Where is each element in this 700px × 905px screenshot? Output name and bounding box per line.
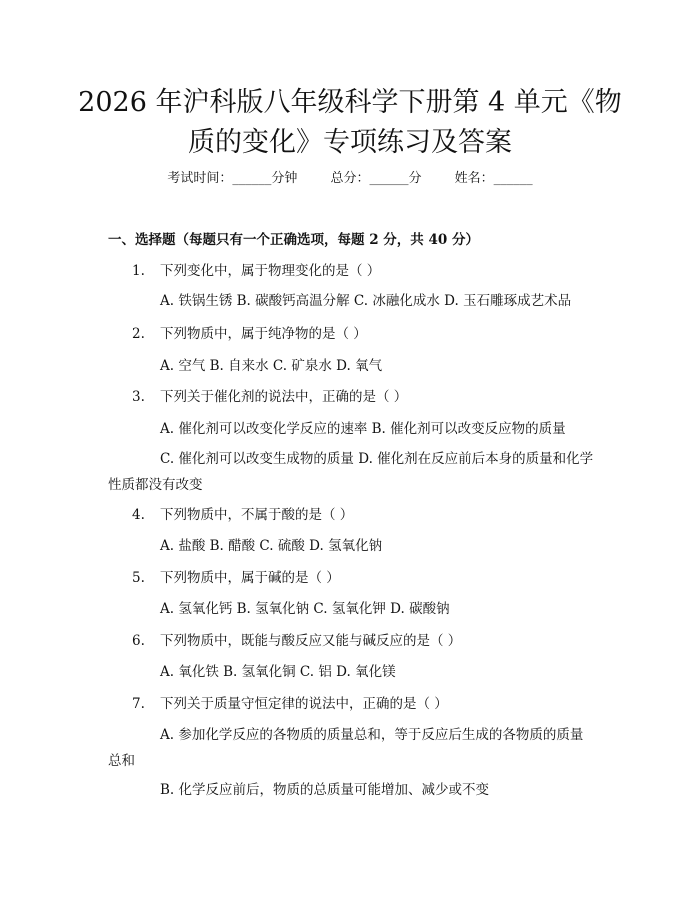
question-5-options: A. 氢氧化钙 B. 氢氧化钠 C. 氢氧化钾 D. 碳酸钠 [160, 601, 450, 617]
student-name-label: 姓名：______ [454, 171, 533, 186]
question-5-text: 下列物质中，属于碱的是（ ） [160, 570, 340, 586]
question-1-text: 下列变化中，属于物理变化的是（ ） [160, 263, 381, 279]
question-6-text: 下列物质中，既能与酸反应又能与碱反应的是（ ） [160, 633, 462, 649]
document-title [70, 83, 630, 163]
question-4-text: 下列物质中，不属于酸的是（ ） [160, 507, 354, 523]
question-7-number: 7. [132, 696, 145, 712]
question-3-options-continued: C. 催化剂可以改变生成物的质量 D. 催化剂在反应前后本身的质量和化学性质都没有改变 [108, 451, 594, 493]
exam-time-label: 考试时间：______分钟 [167, 171, 298, 186]
total-score-label: 总分：______分 [330, 171, 422, 186]
question-1-number: 1. [132, 263, 145, 279]
question-5-number: 5. [132, 570, 145, 586]
question-2-text: 下列物质中，属于纯净物的是（ ） [160, 326, 367, 342]
question-4-number: 4. [132, 507, 145, 523]
question-7-option-b: B. 化学反应前后，物质的总质量可能增加、减少或不变 [160, 782, 490, 798]
question-3-text: 下列关于催化剂的说法中，正确的是（ ） [160, 389, 408, 405]
question-2-number: 2. [132, 326, 145, 342]
title-line-1: 2026 年沪科版八年级科学下册第 4 单元《物 [78, 87, 622, 118]
question-3-options: A. 催化剂可以改变化学反应的速率 B. 催化剂可以改变反应物的质量 [160, 421, 566, 437]
question-6-number: 6. [132, 633, 145, 649]
question-6-options: A. 氧化铁 B. 氢氧化铜 C. 铝 D. 氧化镁 [160, 664, 396, 680]
question-7-option-a: A. 参加化学反应的各物质的质量总和，等于反应后生成的各物质的质量总和 [108, 727, 584, 769]
exam-meta [0, 170, 700, 188]
title-line-2: 质的变化》专项练习及答案 [188, 127, 512, 158]
question-4-options: A. 盐酸 B. 醋酸 C. 硫酸 D. 氢氧化钠 [160, 538, 383, 554]
section-heading-choice: 一、选择题（每题只有一个正确选项，每题 2 分，共 40 分） [108, 232, 479, 248]
question-3-number: 3. [132, 389, 145, 405]
question-7-text: 下列关于质量守恒定律的说法中，正确的是（ ） [160, 696, 448, 712]
question-2-options: A. 空气 B. 自来水 C. 矿泉水 D. 氧气 [160, 358, 383, 374]
question-1-options: A. 铁锅生锈 B. 碳酸钙高温分解 C. 冰融化成水 D. 玉石雕琢成艺术品 [160, 293, 572, 309]
